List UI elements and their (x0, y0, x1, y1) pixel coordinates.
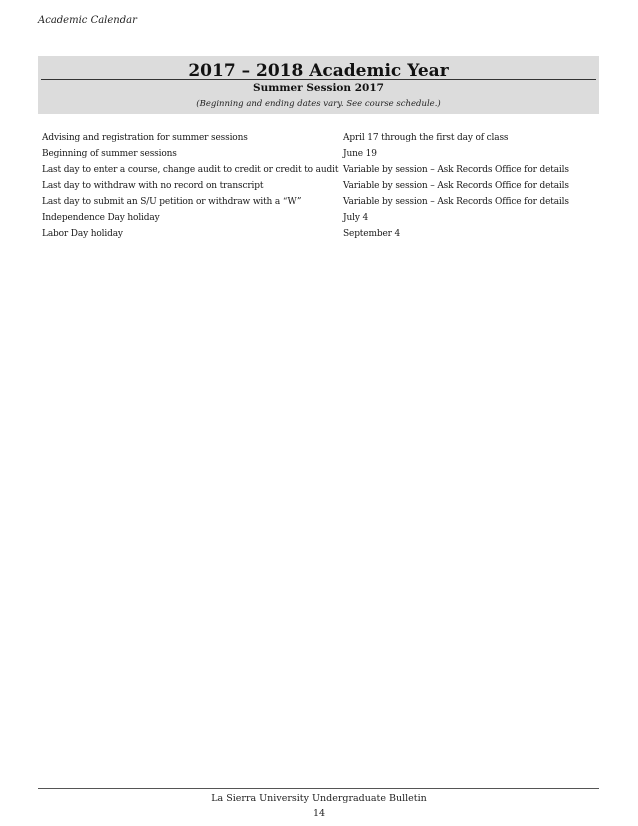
event-name: Last day to submit an S/U petition or withdraw with a “W” (42, 197, 302, 207)
event-date: July 4 (343, 213, 369, 223)
table-row (42, 194, 602, 210)
event-name: Last day to withdraw with no record on transcript (42, 181, 264, 191)
event-name: Last day to enter a course, change audit to credit or credit to audit (42, 165, 339, 175)
table-row (42, 178, 602, 194)
table-row (42, 210, 602, 226)
calendar-events-table (42, 130, 602, 242)
event-name: Labor Day holiday (42, 229, 123, 239)
banner-divider (41, 79, 596, 80)
table-row (42, 130, 602, 146)
banner-title: 2017 – 2018 Academic Year (188, 61, 449, 81)
event-name: Independence Day holiday (42, 213, 160, 223)
running-head: Academic Calendar (38, 15, 137, 26)
event-name: Advising and registration for summer sessions (42, 133, 248, 143)
event-date: September 4 (343, 229, 401, 239)
table-row (42, 162, 602, 178)
section-banner (38, 56, 599, 114)
event-date: Variable by session – Ask Records Office for details (343, 197, 569, 207)
table-row (42, 226, 602, 242)
event-date: June 19 (343, 149, 377, 159)
event-date: April 17 through the first day of class (343, 133, 509, 143)
footer-divider (38, 788, 599, 789)
footer-publication-title: La Sierra University Undergraduate Bulletin (211, 793, 427, 804)
banner-subtitle: Summer Session 2017 (253, 82, 384, 94)
event-date: Variable by session – Ask Records Office for details (343, 165, 569, 175)
banner-note: (Beginning and ending dates vary. See course schedule.) (196, 99, 441, 109)
event-name: Beginning of summer sessions (42, 149, 177, 159)
page-number: 14 (312, 808, 326, 819)
table-row (42, 146, 602, 162)
event-date: Variable by session – Ask Records Office for details (343, 181, 569, 191)
